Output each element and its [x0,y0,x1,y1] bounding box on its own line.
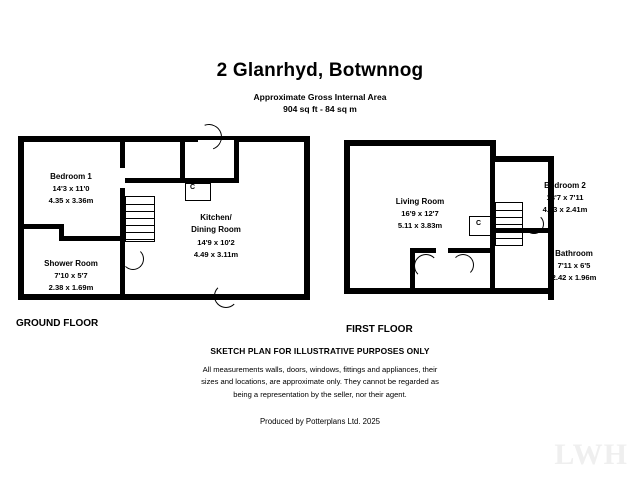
room-dimensions-imperial: 7'11 x 6'5 [557,261,591,271]
room-dimensions-imperial: 14'9 x 10'2 [197,237,235,247]
cupboard-outline [490,216,491,236]
door-swing-icon [452,254,474,276]
cupboard-outline [469,235,491,236]
room-dimensions-metric: 4.13 x 2.41m [542,205,588,215]
area-summary-line2: 904 sq ft - 84 sq m [283,104,357,115]
staircase [125,196,155,242]
interior-wall [448,248,495,253]
room-name: Living Room [395,197,445,206]
room-dimensions-metric: 2.42 x 1.96m [551,273,597,283]
plan-footer [0,346,640,426]
room-dimensions-metric: 5.11 x 3.83m [397,221,443,231]
page-title: 2 Glanrhyd, Botwnnog [216,60,424,81]
watermark-logo: LWH [554,438,628,471]
wall-segment [344,140,496,146]
cupboard-outline [210,183,211,201]
area-summary-line1: Approximate Gross Internal Area [253,92,387,102]
room-name: Bedroom 1 [50,172,92,181]
wall-segment [344,288,496,294]
first-floor-plan [344,140,628,306]
room-name-line2: Dining Room [191,225,241,235]
disclaimer-title: SKETCH PLAN FOR ILLUSTRATIVE PURPOSES ONLY [210,346,430,356]
room-label-kitchen-dining [168,212,264,260]
interior-wall [180,142,185,183]
disclaimer-body [0,364,640,401]
room-dimensions-metric: 2.38 x 1.69m [48,283,94,293]
interior-wall [234,142,239,183]
wall-segment [18,136,24,212]
door-swing-icon [122,248,144,270]
room-name-line1: Kitchen/ [200,213,232,222]
ground-floor-plan [18,136,310,306]
cupboard-outline [469,216,491,217]
room-label-bedroom-2 [506,180,624,216]
cupboard-outline [185,183,186,201]
room-label-bedroom-1 [28,171,114,207]
room-dimensions-imperial: 13'7 x 7'11 [546,193,584,203]
door-opening [198,136,234,140]
wall-segment [24,224,64,229]
wall-segment [490,156,554,162]
room-dimensions-imperial: 14'3 x 11'0 [52,184,90,194]
first-floor-caption: FIRST FLOOR [346,324,413,335]
room-label-shower-room [22,258,120,294]
producer-credit: Produced by Potterplans Ltd. 2025 [259,416,381,426]
room-label-living-room [370,196,470,232]
room-name: Shower Room [44,259,98,268]
interior-wall [410,248,436,253]
wall-segment [344,140,350,294]
wall-segment [59,236,125,241]
interior-wall [120,142,125,168]
room-dimensions-imperial: 16'9 x 12'7 [401,209,439,219]
ground-floor-caption: GROUND FLOOR [16,318,99,329]
disclaimer-line-1: All measurements walls, doors, windows, fittings and appliances, their [202,365,438,374]
room-dimensions-imperial: 7'10 x 5'7 [54,271,88,281]
room-name: Bedroom 2 [544,181,586,190]
wall-segment [18,294,310,300]
disclaimer-line-2: sizes and locations, are approximate only. They cannot be regarded as [201,377,439,387]
cupboard-label: C [476,220,482,227]
disclaimer-line-3: being a representation by the seller, nor their agent. [233,389,407,399]
plan-header [0,60,640,116]
interior-wall [125,178,185,183]
room-dimensions-metric: 4.35 x 3.36m [48,196,94,206]
cupboard-outline [185,183,211,184]
door-swing-icon [414,254,438,278]
room-name: Bathroom [555,249,593,258]
wall-segment [490,288,554,294]
area-summary [0,91,640,116]
cupboard-outline [185,200,211,201]
door-swing-icon [524,214,544,234]
cupboard-label: C [190,184,196,191]
door-swing-icon [214,284,238,308]
wall-segment [18,136,198,142]
wall-segment [304,136,310,300]
room-dimensions-metric: 4.49 x 3.11m [193,249,239,259]
room-label-bathroom [526,248,622,284]
wall-segment [234,136,310,142]
